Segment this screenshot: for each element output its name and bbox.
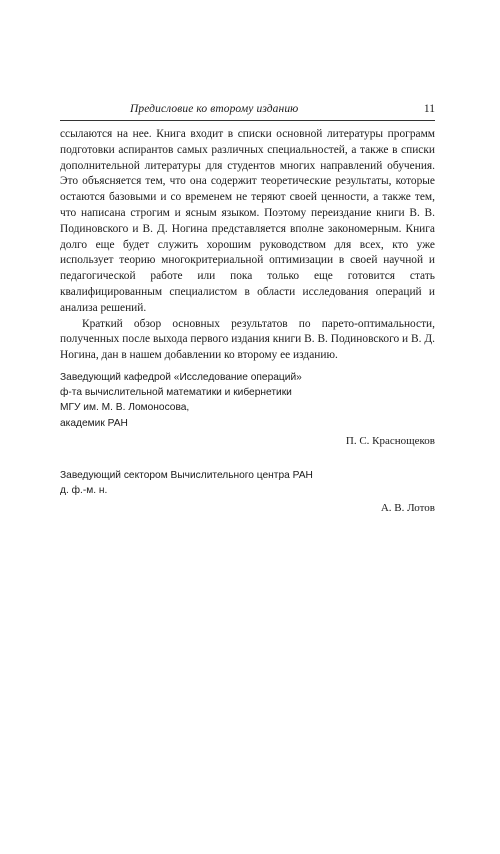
header-rule [60, 120, 435, 121]
signer-name-1: П. С. Краснощеков [345, 434, 435, 447]
signature-2-line-2: д. ф.-м. н. [60, 485, 108, 497]
signature-1-line-3: МГУ им. М. В. Ломоносова, [60, 402, 190, 414]
running-header-title: Предисловие ко второму изданию [130, 103, 299, 115]
signature-1-line-2: ф-та вычислительной математики и кибернетики [60, 387, 292, 399]
signature-block-1 [60, 370, 435, 449]
signer-name-2: А. В. Лотов [380, 502, 435, 515]
signature-1-line-1: Заведующий кафедрой «Исследование операций» [60, 372, 302, 383]
paragraph-2: Краткий обзор основных результатов по парето-оптимальности, полученных после выхода первого издания книги В. В. Подиновского и В. Д. Ногина, дан в нашем добавлении ко второму ее изданию. [60, 317, 435, 362]
signature-2-line-1: Заведующий сектором Вычислительного центра РАН [60, 470, 313, 481]
running-header [60, 101, 435, 119]
signature-block-2 [60, 468, 435, 517]
paragraph-1: ссылаются на нее. Книга входит в списки основной литературы программ подготовки аспирантов самых различных специальностей, а также в списки дополнительной литературы для студентов многих направлений обучения. Это объясняется тем, что она содержит теоретические результаты, которые остаются базовыми и со временем не теряют своей ценности, а также тем, что написана строгим и ясным языком. Поэтому переиздание книги В. В. Подиновского и В. Д. Ногина представляется вполне закономерным. Книга долго еще будет служить хорошим руководством для всех, кто уже использует теорию многокритериальной оптимизации в своей научной и педагогической работе или пока только еще готовится стать квалифицированным специалистом в области исследования операций и анализа решений. [60, 128, 435, 314]
signature-1-line-4: академик РАН [60, 417, 128, 429]
body-text [60, 127, 435, 364]
page-number: 11 [423, 103, 435, 115]
